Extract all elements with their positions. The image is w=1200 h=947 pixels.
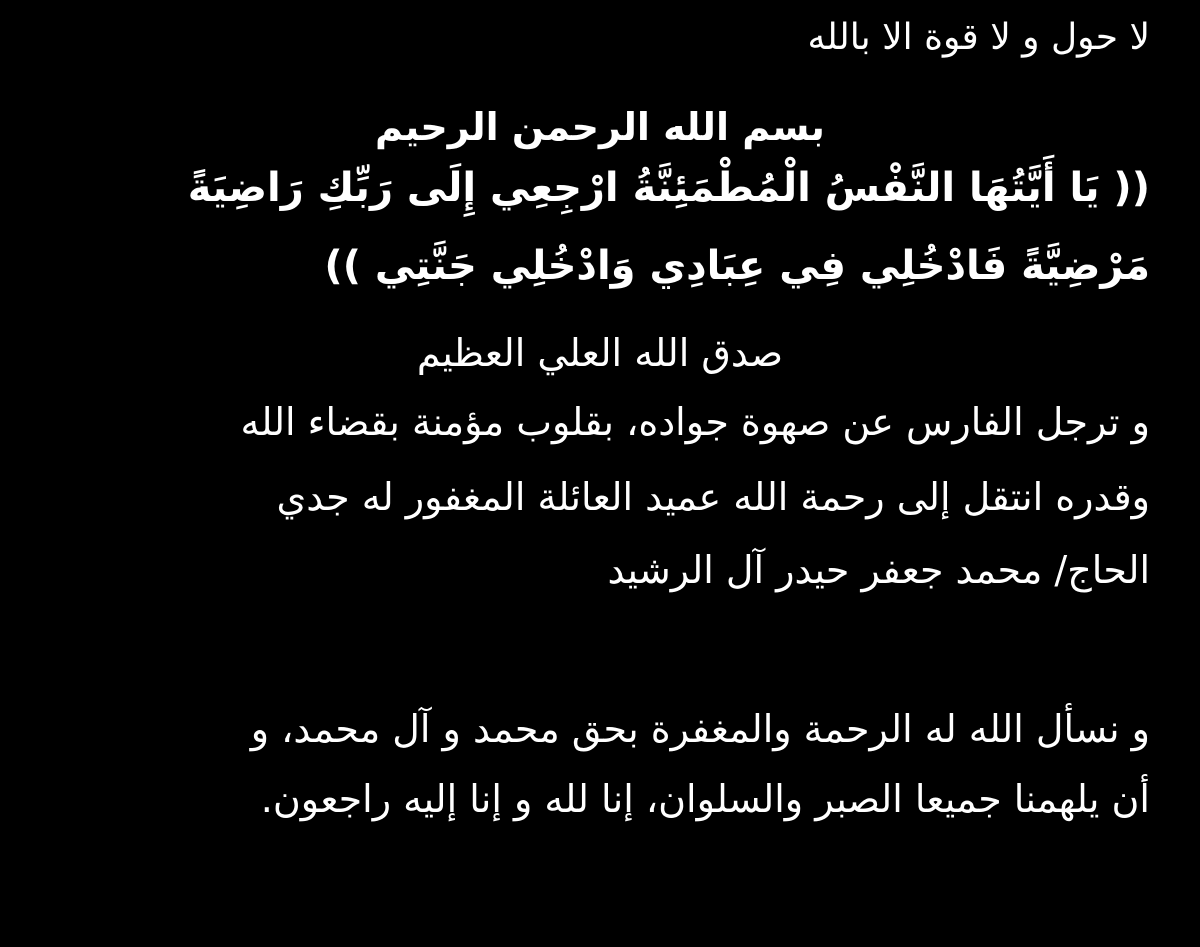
quran-verse-line-1: (( يَا أَيَّتُهَا النَّفْسُ الْمُطْمَئِنَّةُ ارْجِعِي إِلَى رَبِّكِ رَاضِيَةً (187, 165, 1150, 211)
death-notice-line-1: و ترجل الفارس عن صهوة جواده، بقلوب مؤمنة بقضاء الله (240, 400, 1150, 444)
opening-phrase: لا حول و لا قوة الا بالله (807, 17, 1150, 58)
deceased-name-line: الحاج/ محمد جعفر حيدر آل الرشيد (607, 548, 1150, 592)
sadaq-line: صدق الله العلي العظيم (416, 331, 784, 375)
prayer-line-1: و نسأل الله له الرحمة والمغفرة بحق محمد و آل محمد، و (250, 707, 1150, 751)
quran-verse-line-2: مَرْضِيَّةً فَادْخُلِي فِي عِبَادِي وَادْخُلِي جَنَّتِي )) (324, 243, 1150, 289)
basmala-heading: بسم الله الرحمن الرحيم (375, 105, 825, 149)
prayer-line-2: أن يلهمنا جميعا الصبر والسلوان، إنا لله و إنا إليه راجعون. (260, 777, 1150, 821)
death-notice-line-2: وقدره انتقل إلى رحمة الله عميد العائلة المغفور له جدي (276, 475, 1150, 519)
